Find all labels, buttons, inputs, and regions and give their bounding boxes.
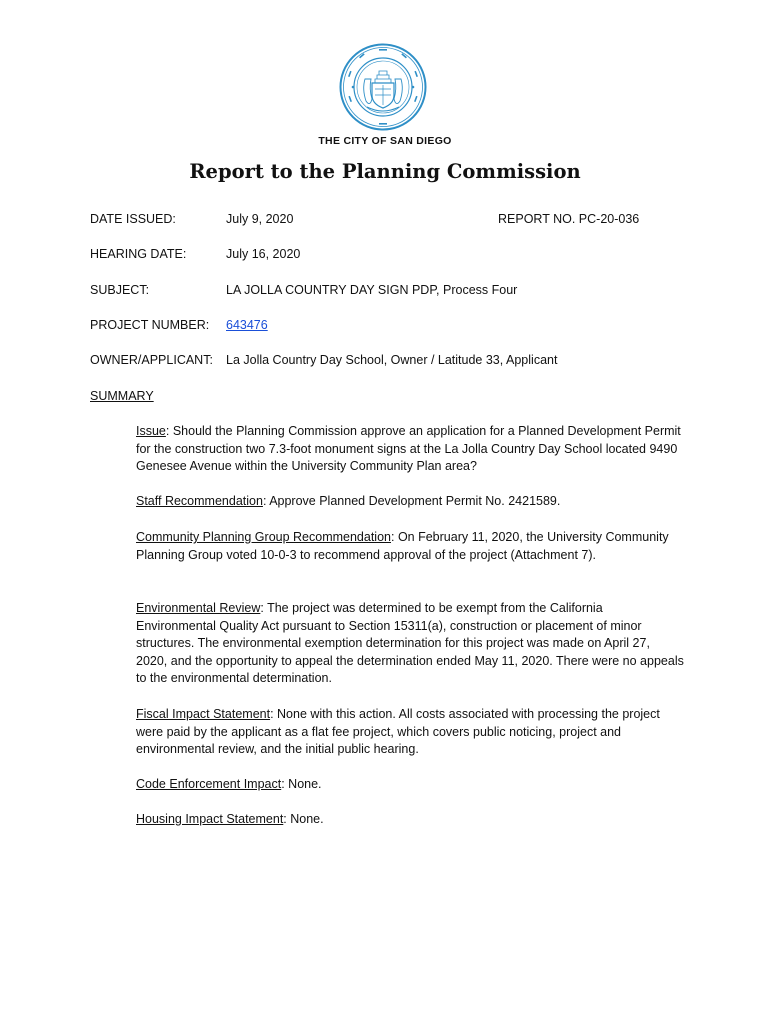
subject-value: LA JOLLA COUNTRY DAY SIGN PDP, Process Four — [226, 283, 518, 297]
code-enforcement-text: : None. — [281, 777, 322, 791]
date-issued-value: July 9, 2020 — [226, 212, 294, 226]
housing-impact-label: Housing Impact Statement — [136, 812, 284, 826]
hearing-date-value: July 16, 2020 — [226, 247, 301, 261]
city-of-san-diego-seal-icon — [339, 43, 427, 131]
staff-recommendation-paragraph — [136, 493, 684, 511]
fiscal-impact-label: Fiscal Impact Statement — [136, 707, 271, 721]
city-name: THE CITY OF SAN DIEGO — [318, 135, 452, 147]
summary-heading: SUMMARY — [90, 389, 154, 403]
report-number: REPORT NO. PC-20-036 — [498, 212, 640, 226]
project-number-label: PROJECT NUMBER: — [90, 318, 210, 332]
date-issued-label: DATE ISSUED: — [90, 212, 176, 226]
issue-text: : Should the Planning Commission approve an application for a Planned Development Permit for the construction two 7.3-foot monument signs at the La Jolla Country Day School located 9490 Genesee Avenue within the University Community Plan area? — [136, 424, 681, 474]
community-planning-paragraph — [136, 529, 684, 564]
page-title: Report to the Planning Commission — [189, 160, 581, 183]
issue-paragraph — [136, 423, 684, 476]
code-enforcement-label: Code Enforcement Impact — [136, 777, 282, 791]
environmental-review-paragraph — [136, 600, 684, 688]
fiscal-impact-paragraph — [136, 706, 684, 759]
housing-impact-text: : None. — [283, 812, 324, 826]
community-planning-label: Community Planning Group Recommendation — [136, 530, 391, 544]
hearing-date-label: HEARING DATE: — [90, 247, 187, 261]
staff-recommendation-text: : Approve Planned Development Permit No. 2421589. — [262, 494, 561, 508]
code-enforcement-paragraph — [136, 776, 684, 794]
housing-impact-paragraph — [136, 811, 684, 829]
project-number-link[interactable]: 643476 — [226, 318, 268, 332]
owner-applicant-label: OWNER/APPLICANT: — [90, 353, 213, 367]
staff-recommendation-label: Staff Recommendation — [136, 494, 263, 508]
owner-applicant-value: La Jolla Country Day School, Owner / Latitude 33, Applicant — [226, 353, 558, 367]
environmental-review-text: : The project was determined to be exempt from the California Environmental Quality Act pursuant to Section 15311(a), construction or placement of minor structures. The environmental exemption determination for this project was made on April 27, 2020, and the opportunity to appeal the determination ended May 11, 2020. There were no appeals to the environmental determination. — [136, 601, 684, 686]
issue-label: Issue — [136, 424, 166, 438]
subject-label: SUBJECT: — [90, 283, 150, 297]
fiscal-impact-text: : None with this action. All costs associated with processing the project were paid by the applicant as a flat fee project, which covers public noticing, project and environmental review, and the initial public hearing. — [136, 707, 660, 757]
community-planning-text: : On February 11, 2020, the University Community Planning Group voted 10-0-3 to recommend approval of the project (Attachment 7). — [136, 530, 669, 562]
environmental-review-label: Environmental Review — [136, 601, 261, 615]
